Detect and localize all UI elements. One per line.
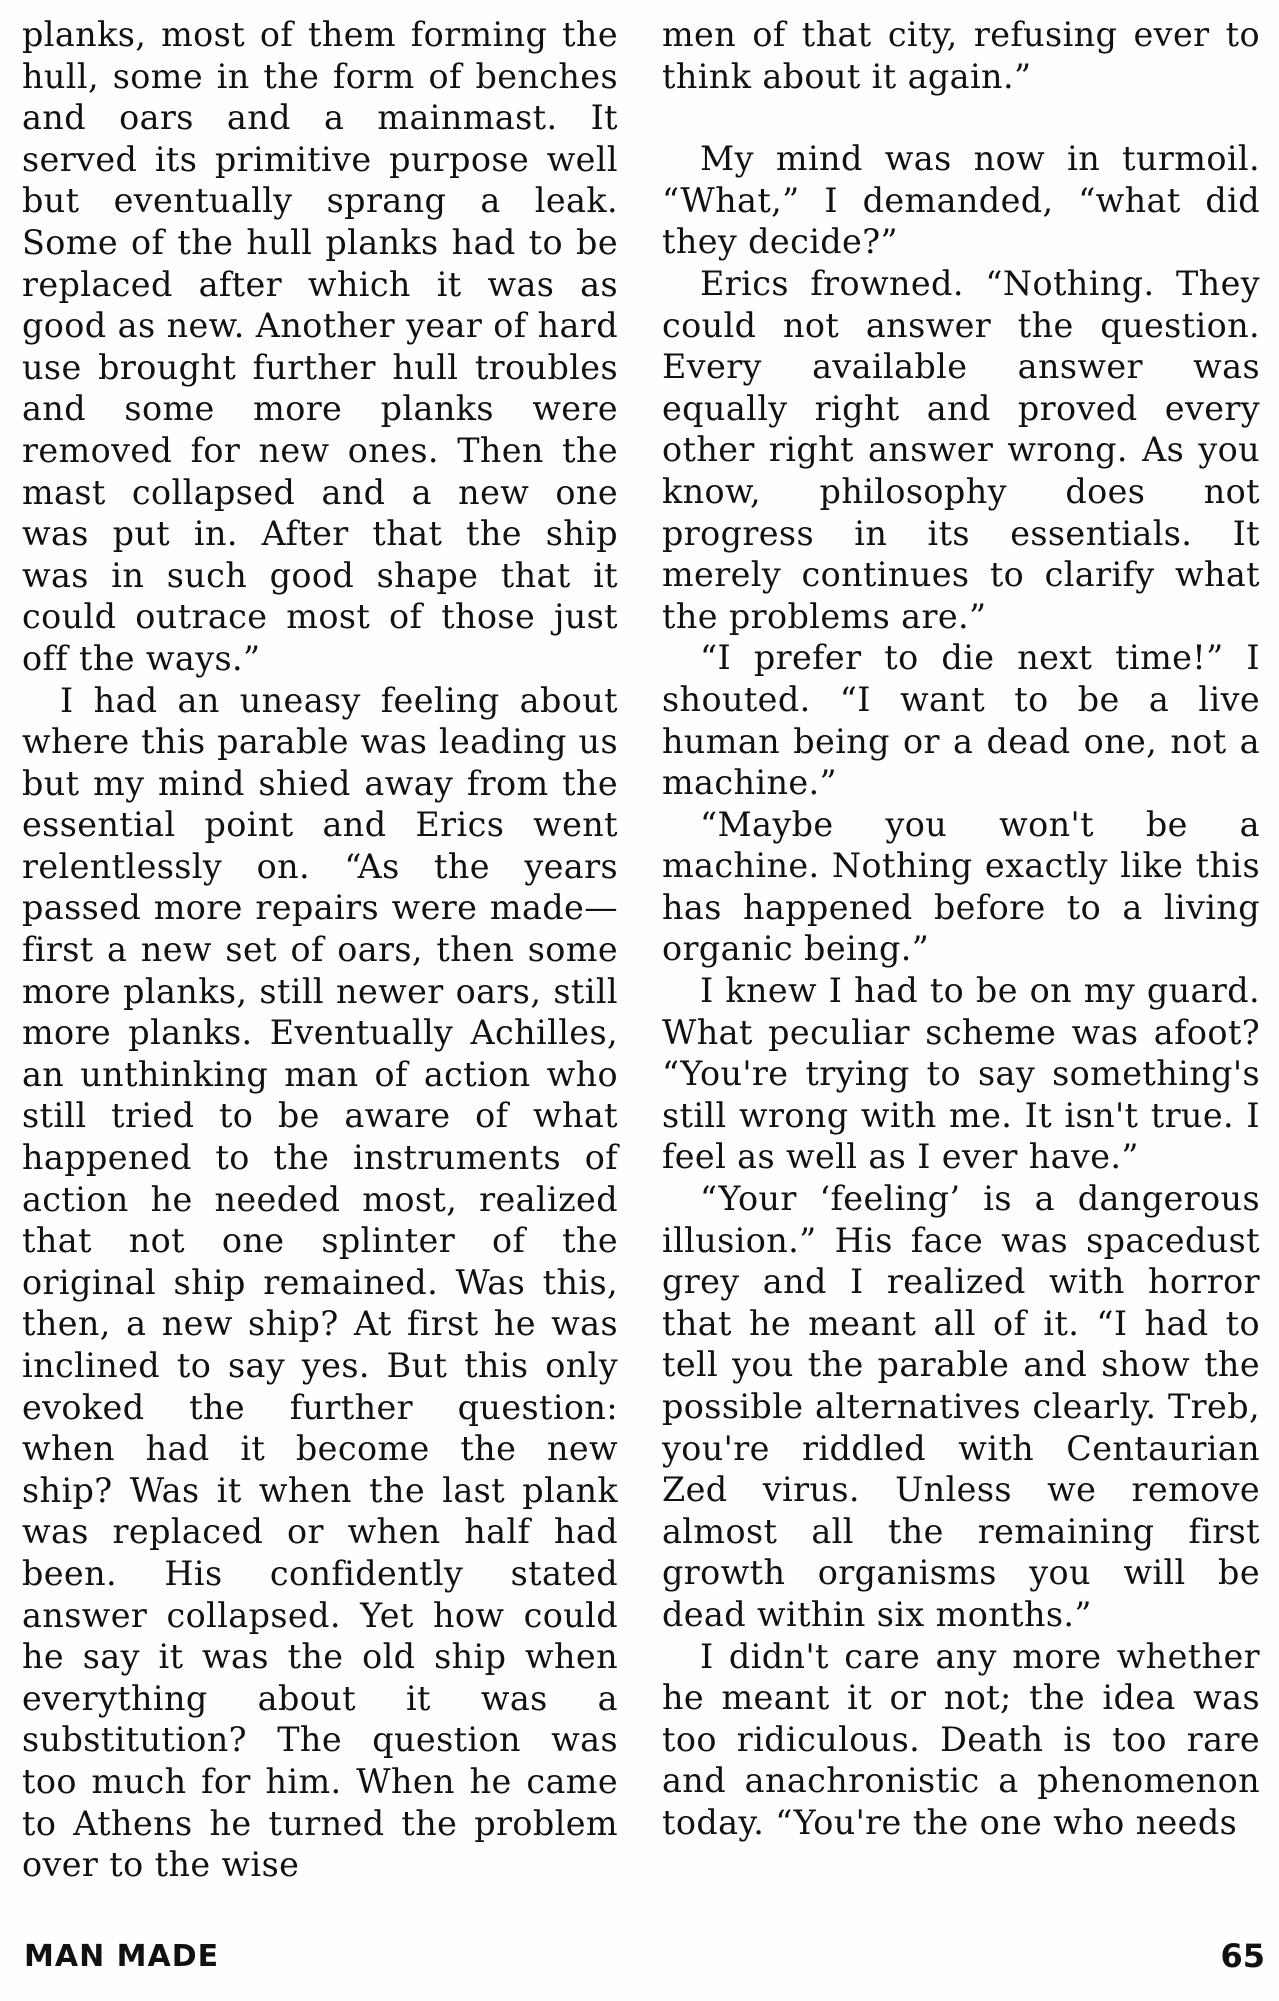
paragraph: My mind was now in turmoil. “What,” I demanded, “what did they decide?” <box>662 139 1260 262</box>
paragraph: “I prefer to die next time!” I shouted. “I want to be a live human being or a dead one, not a machine.” <box>662 638 1260 803</box>
paragraph: “Your ‘feeling’ is a dangerous illusion.” His face was spacedust grey and I realized with horror that he meant all of it. “I had to tell you the parable and show the possible alternatives clearly. Treb, you're riddled with Centaurian Zed virus. Unless we remove almost all the remaining first growth organisms you will be dead within six months.” <box>662 1179 1260 1634</box>
right-column <box>662 14 1260 1844</box>
page-number: 65 <box>1220 1937 1265 1975</box>
paragraph: Erics frowned. “Nothing. They could not answer the question. Every available answer was equally right and proved every other right answer wrong. As you know, philosophy does not progress in its essentials. It merely continues to clarify what the problems are.” <box>662 263 1260 636</box>
paragraph: I didn't care any more whether he meant it or not; the idea was too ridiculous. Death is too rare and anachronistic a phenomenon today. “You're the one who needs <box>662 1636 1260 1842</box>
paragraph: men of that city, refusing ever to think about it again.” <box>662 15 1260 96</box>
paragraph: I had an uneasy feeling about where this parable was leading us but my mind shied away from the essential point and Erics went relentlessly on. “As the years passed more repairs were made—first a new set of oars, then some more planks, still newer oars, still more planks. Eventually Achilles, an unthinking man of action who still tried to be aware of what happened to the instruments of action he needed most, realized that not one splinter of the original ship remained. Was this, then, a new ship? At first he was inclined to say yes. But this only evoked the further question: when had it become the new ship? Was it when the last plank was replaced or when half had been. His confidently stated answer collapsed. Yet how could he say it was the old ship when everything about it was a substitution? The question was too much for him. When he came to Athens he turned the problem over to the wise <box>22 680 618 1885</box>
paragraph: I knew I had to be on my guard. What peculiar scheme was afoot? “You're trying to say something's still wrong with me. It isn't true. I feel as well as I ever have.” <box>662 971 1260 1177</box>
paragraph: planks, most of them forming the hull, some in the form of benches and oars and a mainmast. It served its primitive purpose well but eventually sprang a leak. Some of the hull planks had to be replaced after which it was as good as new. Another year of hard use brought further hull troubles and some more planks were removed for new ones. Then the mast collapsed and a new one was put in. After that the ship was in such good shape that it could outrace most of those just off the ways.” <box>22 15 618 678</box>
left-column <box>22 14 618 1886</box>
running-title: MAN MADE <box>24 1939 220 1974</box>
paragraph: “Maybe you won't be a machine. Nothing exactly like this has happened before to a living organic being.” <box>662 804 1260 969</box>
